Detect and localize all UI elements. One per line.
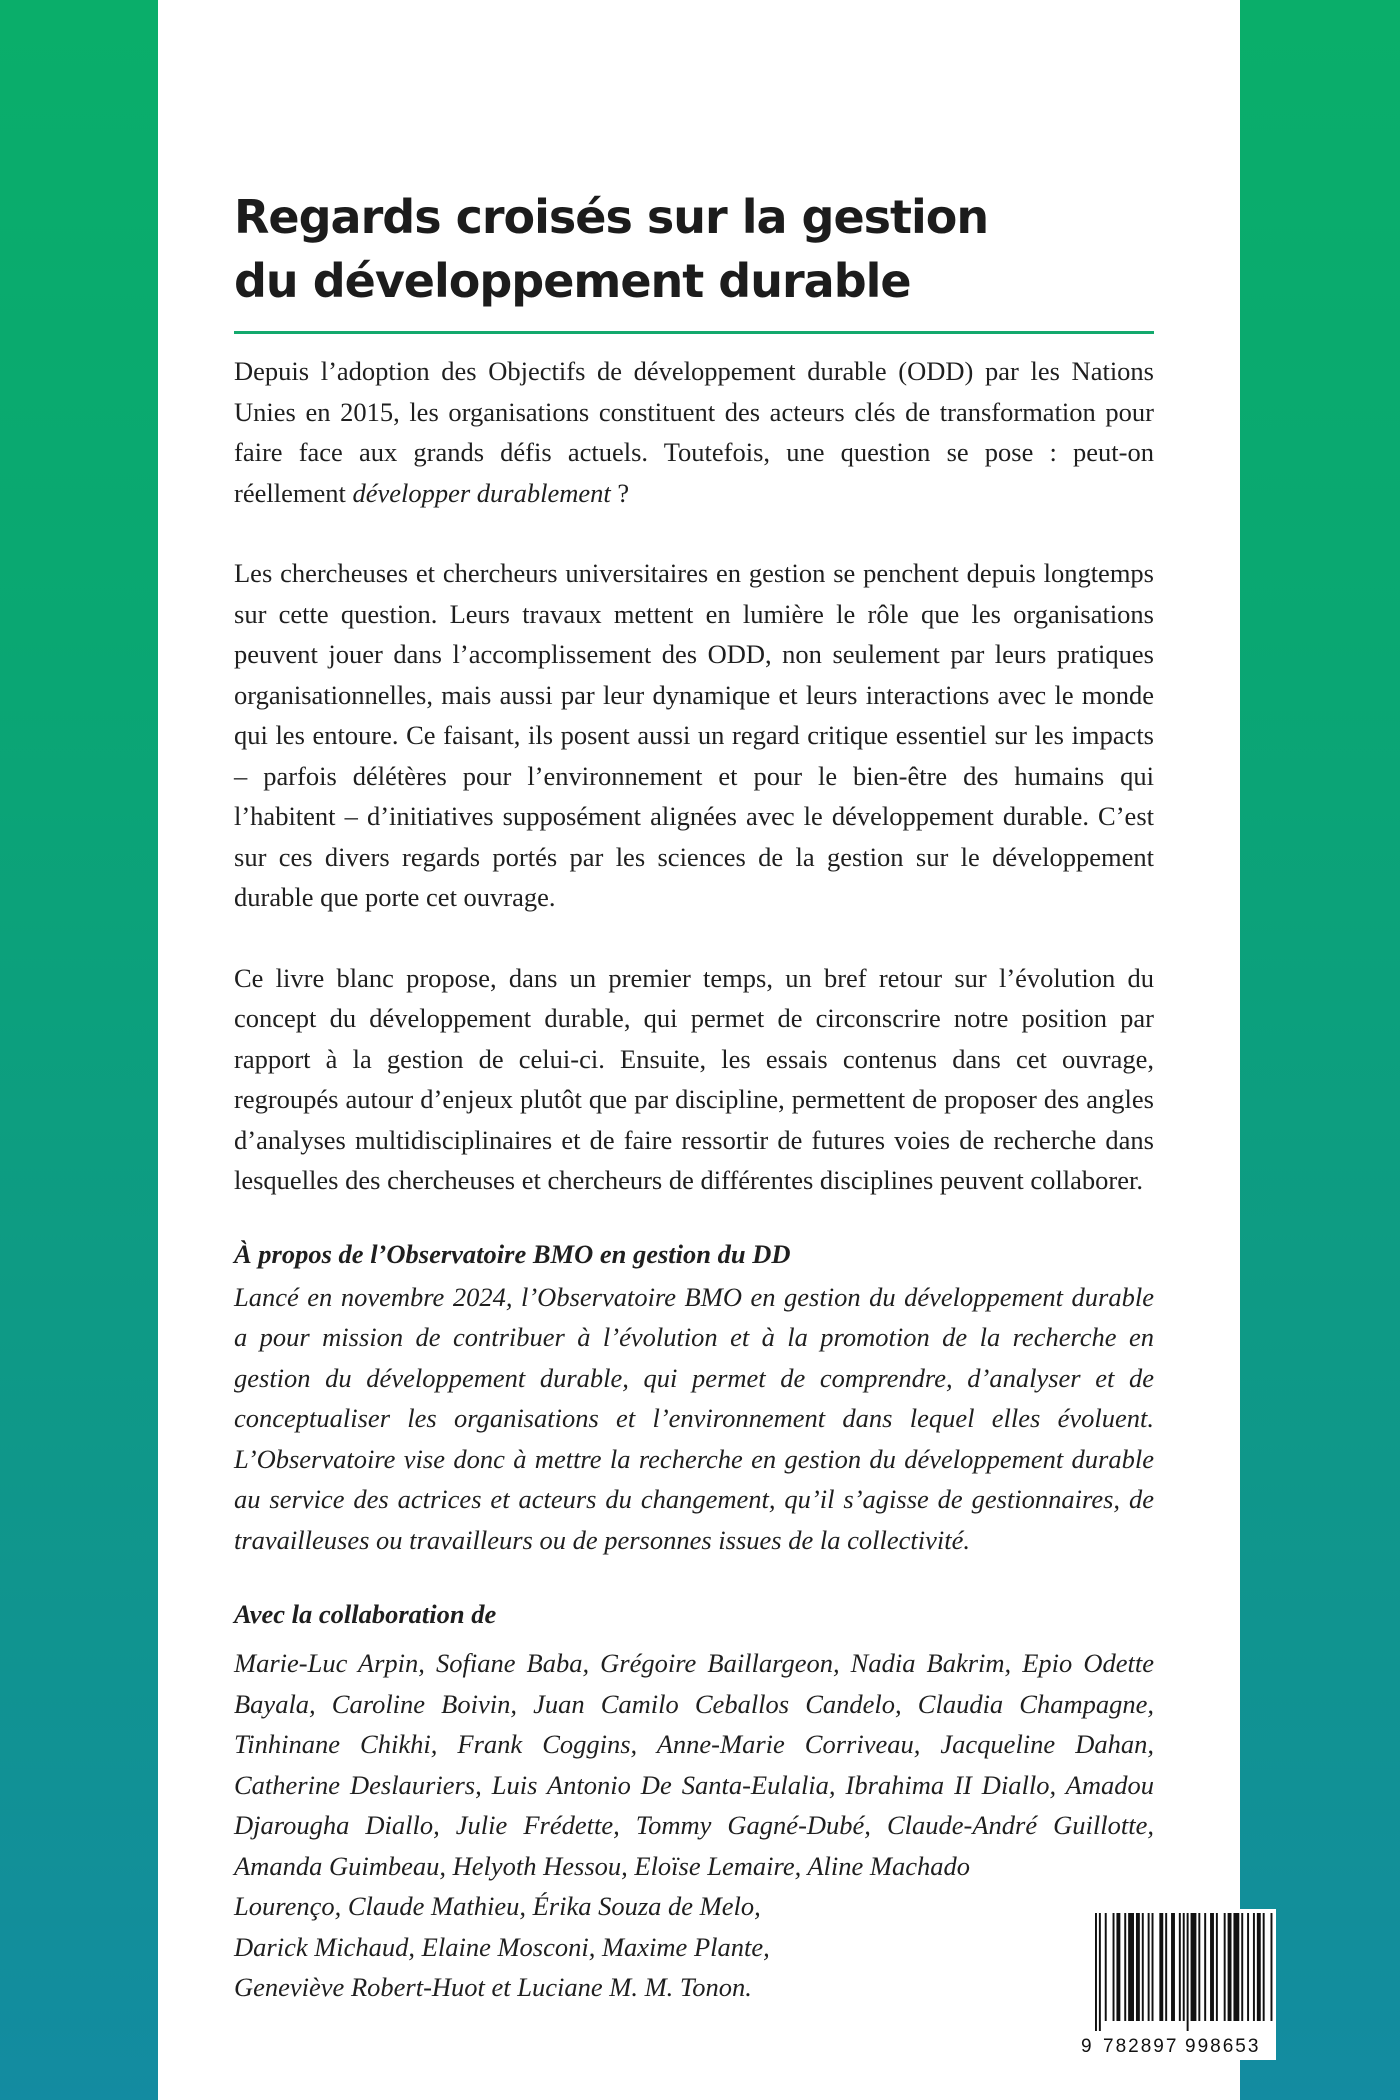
barcode-bar bbox=[1099, 1913, 1101, 2031]
barcode-bar bbox=[1128, 1913, 1134, 2021]
barcode-bar bbox=[1253, 1913, 1255, 2021]
barcode-bar bbox=[1105, 1913, 1107, 2021]
barcode-bar bbox=[1152, 1913, 1154, 2021]
barcode-bar bbox=[1210, 1913, 1214, 2021]
para1-text: Depuis l’adoption des Objectifs de développement durable (ODD) par les Nations Unies en 2015, les organisations constituent des acteurs clés de transformation pour faire face aux grands défis actuels. Toutefois, une question se pose : peut-on réellement bbox=[234, 356, 1154, 508]
title-line-2: du développement durable bbox=[234, 254, 911, 308]
para1-end: ? bbox=[610, 477, 630, 508]
isbn-group-2: 998653 bbox=[1185, 2036, 1261, 2057]
barcode-bar bbox=[1263, 1913, 1265, 2021]
barcode-bar bbox=[1179, 1913, 1181, 2021]
collaborators-tail bbox=[234, 1886, 1154, 2008]
back-cover-content bbox=[234, 185, 1154, 2008]
about-text: Lancé en novembre 2024, l’Observatoire BMO en gestion du développement durable a pour mission de contribuer à l’évolution et à la promotion de la recherche en gestion du développement durable, qui permet de comprendre, d’analyser et de conceptualiser les organisations et l’environnement dans lequel elles évoluent. L’Observatoire vise donc à mettre la recherche en gestion du développement durable au service des actrices et acteurs du changement, qu’il s’agisse de gestionnaires, de travailleuses ou travailleurs ou de personnes issues de la collectivité. bbox=[234, 1281, 1154, 1555]
barcode-bar bbox=[1095, 1913, 1097, 2031]
isbn-first-digit: 9 bbox=[1081, 2036, 1092, 2057]
about-heading: À propos de l’Observatoire BMO en gestion du DD bbox=[234, 1238, 791, 1269]
collaborators-main: Marie-Luc Arpin, Sofiane Baba, Grégoire Baillargeon, Nadia Bakrim, Epio Odette Bayala, Caroline Boivin, Juan Camilo Ceballos Candelo, Claudia Champagne, Tinhinane Chikhi, Frank Coggins, Anne-Marie Corriveau, Jacqueline Dahan, Catherine Deslauriers, Luis Antonio De Santa-Eulalia, Ibrahima II Diallo, Amadou Djarougha Diallo, Julie Frédette, Tommy Gagné-Dubé, Claude-André Guillotte, Amanda Guimbeau, Helyoth Hessou, Eloïse Lemaire, Aline Machado bbox=[234, 1648, 1154, 1881]
barcode-bar bbox=[1171, 1913, 1175, 2021]
barcode-bar bbox=[1233, 1913, 1239, 2021]
barcode-bar bbox=[1159, 1913, 1163, 2021]
barcode-bar bbox=[1187, 1913, 1189, 2031]
barcode-bar bbox=[1113, 1913, 1115, 2021]
barcode-bars bbox=[1095, 1913, 1272, 2031]
barcode-bar bbox=[1191, 1913, 1197, 2021]
barcode-bar bbox=[1271, 1913, 1273, 2021]
barcode-bar bbox=[1247, 1913, 1249, 2021]
barcode-bar bbox=[1241, 1913, 1243, 2021]
book-title bbox=[234, 185, 1154, 334]
barcode-bar bbox=[1124, 1913, 1126, 2021]
summary-paragraph-1 bbox=[234, 351, 1154, 513]
barcode-bar bbox=[1257, 1913, 1261, 2021]
barcode-bar bbox=[1142, 1913, 1144, 2021]
barcode-graphic bbox=[1075, 1909, 1276, 2060]
barcode-bar bbox=[1198, 1913, 1200, 2021]
back-cover-page bbox=[158, 0, 1240, 2100]
right-green-band bbox=[1240, 0, 1400, 2100]
isbn-barcode bbox=[1075, 1909, 1276, 2060]
para1-italic: développer durablement bbox=[352, 477, 611, 508]
barcode-bar bbox=[1204, 1913, 1206, 2021]
collaborators-line-a: Lourenço, Claude Mathieu, Érika Souza de Melo, bbox=[234, 1891, 761, 1921]
barcode-bar bbox=[1165, 1913, 1167, 2021]
left-green-band bbox=[0, 0, 158, 2100]
collaborators-line-c: Geneviève Robert-Huot et Luciane M. M. Tonon. bbox=[234, 1972, 752, 2002]
barcode-bar bbox=[1224, 1913, 1226, 2021]
title-line-1: Regards croisés sur la gestion bbox=[234, 190, 989, 244]
collaborators-list bbox=[234, 1643, 1154, 1886]
summary-paragraph-3: Ce livre blanc propose, dans un premier temps, un bref retour sur l’évolution du concept du développement durable, qui permet de circonscrire notre position par rapport à la gestion de celui-ci. Ensuite, les essais contenus dans cet ouvrage, regroupés autour d’enjeux plutôt que par discipline, permettent de proposer des angles d’analyses multidisciplinaires et de faire ressortir de futures voies de recherche dans lesquelles des chercheuses et chercheurs de différentes disciplines peuvent collaborer. bbox=[234, 962, 1154, 1195]
barcode-bar bbox=[1216, 1913, 1218, 2021]
barcode-bar bbox=[1116, 1913, 1120, 2021]
summary-paragraph-2: Les chercheuses et chercheurs universitaires en gestion se penchent depuis longtemps sur cette question. Leurs travaux mettent en lumière le rôle que les organisations peuvent jouer dans l’accomplissement des ODD, non seulement par leurs pratiques organisationnelles, mais aussi par leur dynamique et leurs interactions avec le monde qui les entoure. Ce faisant, ils posent aussi un regard critique essentiel sur les impacts – parfois délétères pour l’environnement et pour le bien-être des humains qui l’habitent – d’initiatives supposément alignées avec le développement durable. C’est sur ces divers regards portés par les sciences de la gestion sur le développement durable que porte cet ouvrage. bbox=[234, 558, 1154, 912]
collaboration-heading: Avec la collaboration de bbox=[234, 1599, 497, 1629]
barcode-bar bbox=[1228, 1913, 1232, 2021]
barcode-bar bbox=[1148, 1913, 1150, 2021]
isbn-group-1: 782897 bbox=[1103, 2036, 1179, 2057]
barcode-bar bbox=[1136, 1913, 1140, 2021]
collaborators-line-b: Darick Michaud, Elaine Mosconi, Maxime Plante, bbox=[234, 1931, 770, 1962]
barcode-bar bbox=[1183, 1913, 1185, 2021]
